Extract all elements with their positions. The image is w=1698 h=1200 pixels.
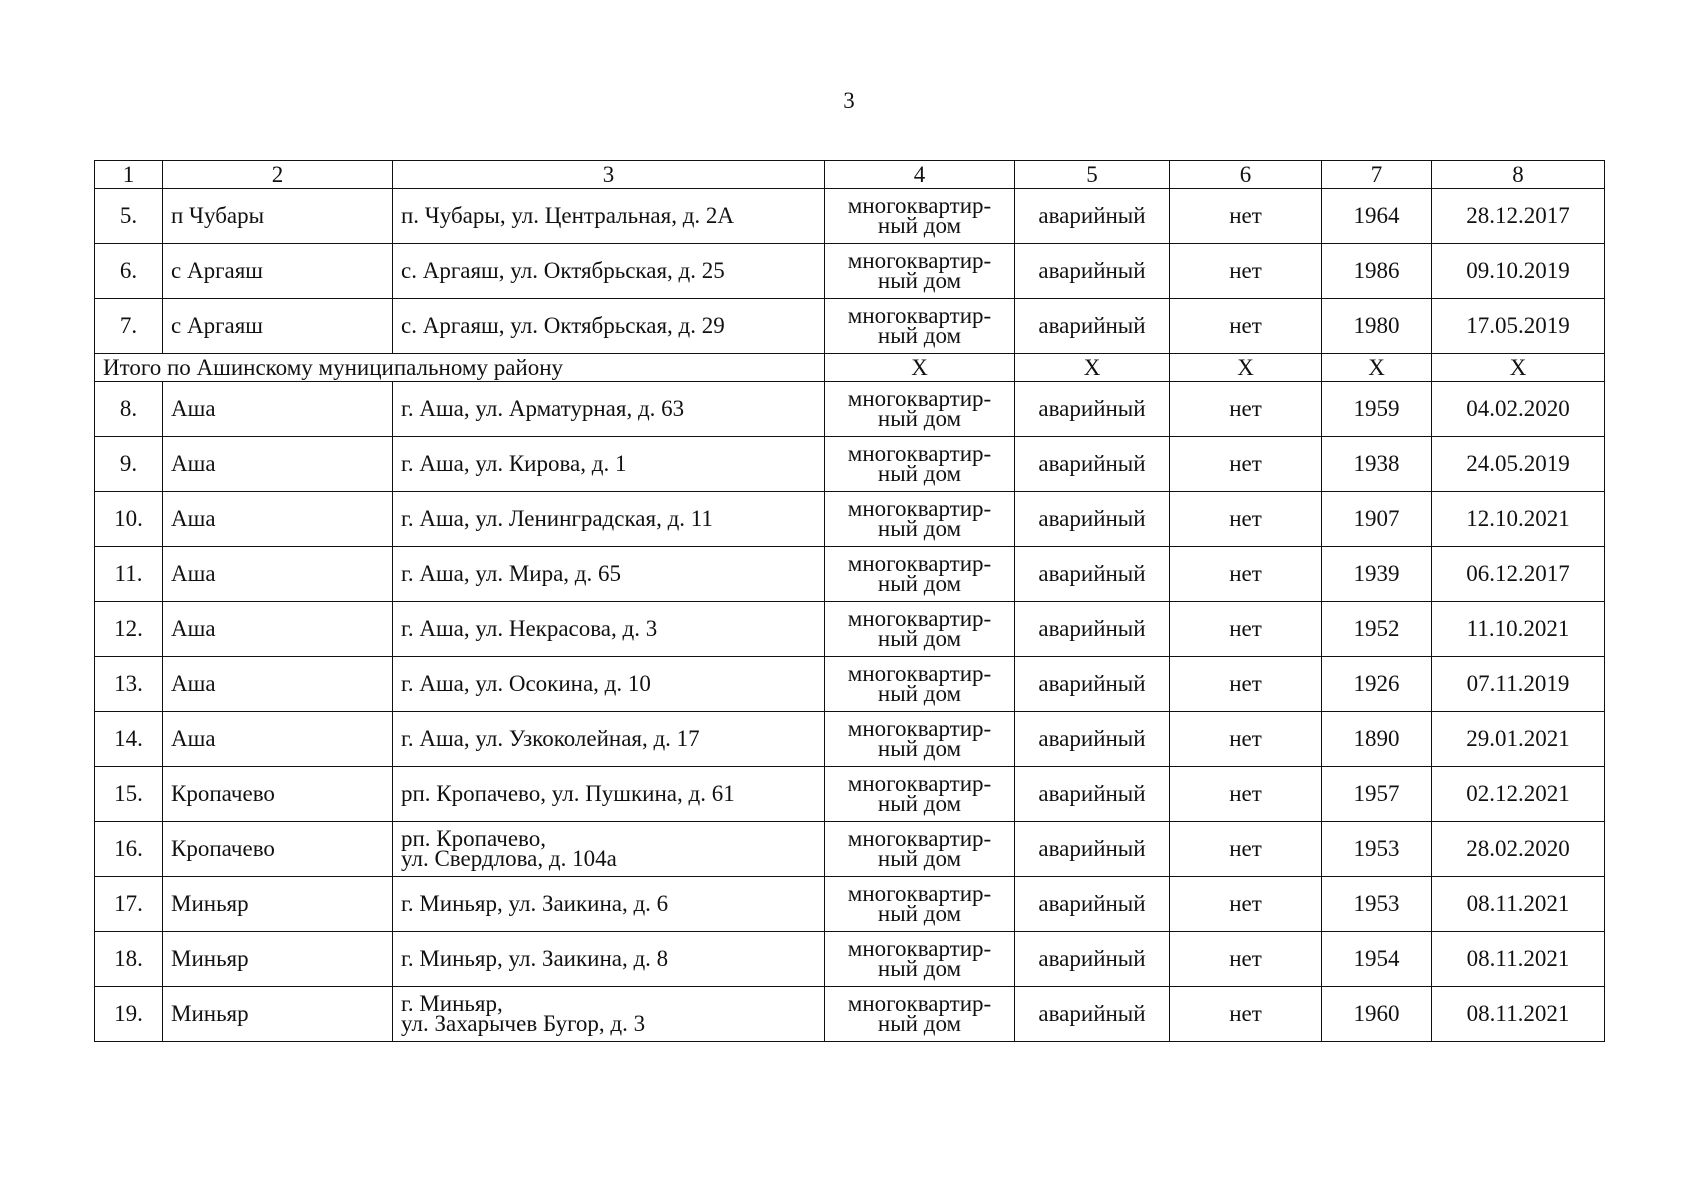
year-cell: 1952 — [1322, 602, 1432, 657]
row-number-cell: 5. — [95, 189, 163, 244]
address-cell-line: рп. Кропачево, ул. Пушкина, д. 61 — [401, 781, 735, 806]
date-cell: 09.10.2019 — [1432, 244, 1605, 299]
building-type-cell-line: многоквартир- — [847, 991, 992, 1016]
date-cell: 08.11.2021 — [1432, 987, 1605, 1042]
address-cell — [393, 712, 825, 767]
column-number: 7 — [1322, 161, 1432, 189]
building-type-cell-line: ный дом — [877, 213, 962, 238]
address-cell — [393, 382, 825, 437]
year-cell: 1980 — [1322, 299, 1432, 354]
building-type-cell-line: ный дом — [877, 626, 962, 651]
building-type-cell-line: ный дом — [877, 791, 962, 816]
address-cell-line: с. Аргаяш, ул. Октябрьская, д. 25 — [401, 258, 725, 283]
building-type-cell-line: многоквартир- — [847, 441, 992, 466]
building-type-cell-line: многоквартир- — [847, 881, 992, 906]
row-number-cell: 10. — [95, 492, 163, 547]
building-type-cell — [825, 244, 1015, 299]
address-cell — [393, 189, 825, 244]
date-cell: 08.11.2021 — [1432, 932, 1605, 987]
flag-cell: нет — [1170, 987, 1322, 1042]
building-type-cell-line: многоквартир- — [847, 193, 992, 218]
row-number-cell: 14. — [95, 712, 163, 767]
address-cell — [393, 767, 825, 822]
building-type-cell-line: многоквартир- — [847, 936, 992, 961]
building-type-cell-line: ный дом — [877, 323, 962, 348]
row-number-cell: 13. — [95, 657, 163, 712]
condition-cell: аварийный — [1015, 822, 1170, 877]
year-cell: 1938 — [1322, 437, 1432, 492]
building-type-cell-line: ный дом — [877, 681, 962, 706]
date-cell: 02.12.2021 — [1432, 767, 1605, 822]
building-type-cell — [825, 877, 1015, 932]
building-type-cell — [825, 189, 1015, 244]
table-row — [95, 602, 1605, 657]
condition-cell: аварийный — [1015, 877, 1170, 932]
building-type-cell-line: ный дом — [877, 956, 962, 981]
table-row — [95, 767, 1605, 822]
address-cell-line: п. Чубары, ул. Центральная, д. 2А — [401, 203, 735, 228]
date-cell: 07.11.2019 — [1432, 657, 1605, 712]
column-number: 2 — [163, 161, 393, 189]
table-row — [95, 437, 1605, 492]
flag-cell: нет — [1170, 657, 1322, 712]
flag-cell: нет — [1170, 712, 1322, 767]
row-number-cell: 15. — [95, 767, 163, 822]
building-type-cell — [825, 822, 1015, 877]
building-type-cell-line: многоквартир- — [847, 551, 992, 576]
year-cell: 1986 — [1322, 244, 1432, 299]
flag-cell: нет — [1170, 877, 1322, 932]
table-row — [95, 712, 1605, 767]
building-type-cell — [825, 987, 1015, 1042]
year-cell: 1939 — [1322, 547, 1432, 602]
address-cell-line: г. Аша, ул. Мира, д. 65 — [401, 561, 622, 586]
flag-cell: нет — [1170, 822, 1322, 877]
building-type-cell-line: многоквартир- — [847, 496, 992, 521]
table-row — [95, 877, 1605, 932]
year-cell: 1953 — [1322, 822, 1432, 877]
row-number-cell: 16. — [95, 822, 163, 877]
building-type-cell-line: ный дом — [877, 1011, 962, 1036]
year-cell: 1907 — [1322, 492, 1432, 547]
date-cell: 04.02.2020 — [1432, 382, 1605, 437]
settlement-cell: Аша — [163, 437, 393, 492]
building-type-cell-line: многоквартир- — [847, 386, 992, 411]
settlement-cell: Кропачево — [163, 822, 393, 877]
total-mark-cell: Х — [825, 354, 1015, 382]
flag-cell: нет — [1170, 767, 1322, 822]
column-number: 1 — [95, 161, 163, 189]
year-cell: 1953 — [1322, 877, 1432, 932]
condition-cell: аварийный — [1015, 987, 1170, 1042]
building-type-cell-line: многоквартир- — [847, 248, 992, 273]
address-cell — [393, 822, 825, 877]
address-cell-line: ул. Захарычев Бугор, д. 3 — [401, 1011, 646, 1036]
building-type-cell-line: ный дом — [877, 846, 962, 871]
address-cell-line: г. Миньяр, ул. Заикина, д. 8 — [401, 946, 669, 971]
address-cell — [393, 547, 825, 602]
building-type-cell-line: ный дом — [877, 461, 962, 486]
address-cell — [393, 657, 825, 712]
row-number-cell: 6. — [95, 244, 163, 299]
building-type-cell-line: ный дом — [877, 571, 962, 596]
year-cell: 1964 — [1322, 189, 1432, 244]
building-type-cell-line: ный дом — [877, 901, 962, 926]
building-type-cell-line: многоквартир- — [847, 826, 992, 851]
condition-cell: аварийный — [1015, 244, 1170, 299]
settlement-cell: Аша — [163, 492, 393, 547]
building-type-cell-line: ный дом — [877, 516, 962, 541]
address-cell-line: г. Аша, ул. Узкоколейная, д. 17 — [401, 726, 700, 751]
row-number-cell: 9. — [95, 437, 163, 492]
address-cell — [393, 299, 825, 354]
settlement-cell: Аша — [163, 657, 393, 712]
flag-cell: нет — [1170, 932, 1322, 987]
date-cell: 29.01.2021 — [1432, 712, 1605, 767]
address-cell-line: ул. Свердлова, д. 104а — [401, 846, 617, 871]
address-cell — [393, 602, 825, 657]
column-number: 5 — [1015, 161, 1170, 189]
condition-cell: аварийный — [1015, 437, 1170, 492]
table-row — [95, 822, 1605, 877]
date-cell: 28.12.2017 — [1432, 189, 1605, 244]
table-body — [95, 161, 1605, 1042]
address-cell — [393, 437, 825, 492]
condition-cell: аварийный — [1015, 602, 1170, 657]
address-cell-line: г. Аша, ул. Осокина, д. 10 — [401, 671, 651, 696]
table-row — [95, 382, 1605, 437]
row-number-cell: 17. — [95, 877, 163, 932]
building-type-cell — [825, 382, 1015, 437]
date-cell: 12.10.2021 — [1432, 492, 1605, 547]
address-cell-line: рп. Кропачево, — [401, 826, 546, 851]
settlement-cell: с Аргаяш — [163, 299, 393, 354]
condition-cell: аварийный — [1015, 932, 1170, 987]
condition-cell: аварийный — [1015, 712, 1170, 767]
flag-cell: нет — [1170, 547, 1322, 602]
building-type-cell — [825, 492, 1015, 547]
table-row — [95, 244, 1605, 299]
settlement-cell: Миньяр — [163, 877, 393, 932]
date-cell: 11.10.2021 — [1432, 602, 1605, 657]
total-mark-cell: Х — [1015, 354, 1170, 382]
building-type-cell — [825, 299, 1015, 354]
total-mark-cell: Х — [1170, 354, 1322, 382]
address-cell — [393, 492, 825, 547]
address-cell — [393, 932, 825, 987]
building-type-cell-line: многоквартир- — [847, 303, 992, 328]
settlement-cell: Миньяр — [163, 987, 393, 1042]
table-row — [95, 547, 1605, 602]
address-cell-line: г. Аша, ул. Арматурная, д. 63 — [401, 396, 685, 421]
building-type-cell-line: многоквартир- — [847, 771, 992, 796]
building-type-cell-line: ный дом — [877, 736, 962, 761]
date-cell: 08.11.2021 — [1432, 877, 1605, 932]
condition-cell: аварийный — [1015, 547, 1170, 602]
row-number-cell: 7. — [95, 299, 163, 354]
row-number-cell: 12. — [95, 602, 163, 657]
address-cell-line: г. Аша, ул. Ленинградская, д. 11 — [401, 506, 713, 531]
table-row — [95, 189, 1605, 244]
address-cell-line: г. Аша, ул. Некрасова, д. 3 — [401, 616, 658, 641]
district-total-row — [95, 354, 1605, 382]
building-type-cell-line: ный дом — [877, 406, 962, 431]
total-mark-cell: Х — [1432, 354, 1605, 382]
address-cell — [393, 244, 825, 299]
year-cell: 1926 — [1322, 657, 1432, 712]
settlement-cell: Аша — [163, 712, 393, 767]
condition-cell: аварийный — [1015, 189, 1170, 244]
settlement-cell: Аша — [163, 547, 393, 602]
address-cell-line: г. Миньяр, ул. Заикина, д. 6 — [401, 891, 669, 916]
building-type-cell-line: многоквартир- — [847, 606, 992, 631]
flag-cell: нет — [1170, 299, 1322, 354]
table-row — [95, 657, 1605, 712]
address-cell — [393, 877, 825, 932]
table-row — [95, 492, 1605, 547]
building-type-cell — [825, 767, 1015, 822]
address-cell-line: с. Аргаяш, ул. Октябрьская, д. 29 — [401, 313, 725, 338]
row-number-cell: 11. — [95, 547, 163, 602]
settlement-cell: Аша — [163, 602, 393, 657]
address-cell — [393, 987, 825, 1042]
settlement-cell: Кропачево — [163, 767, 393, 822]
year-cell: 1959 — [1322, 382, 1432, 437]
settlement-cell: Миньяр — [163, 932, 393, 987]
flag-cell: нет — [1170, 189, 1322, 244]
column-number-row — [95, 161, 1605, 189]
year-cell: 1960 — [1322, 987, 1432, 1042]
district-total-label: Итого по Ашинскому муниципальному району — [95, 354, 825, 382]
building-type-cell — [825, 657, 1015, 712]
column-number: 3 — [393, 161, 825, 189]
building-type-cell-line: многоквартир- — [847, 716, 992, 741]
flag-cell: нет — [1170, 244, 1322, 299]
date-cell: 28.02.2020 — [1432, 822, 1605, 877]
table-row — [95, 932, 1605, 987]
page-number: 3 — [843, 88, 855, 113]
condition-cell: аварийный — [1015, 657, 1170, 712]
condition-cell: аварийный — [1015, 767, 1170, 822]
condition-cell: аварийный — [1015, 299, 1170, 354]
settlement-cell: п Чубары — [163, 189, 393, 244]
table-row — [95, 987, 1605, 1042]
building-type-cell-line: многоквартир- — [847, 661, 992, 686]
date-cell: 17.05.2019 — [1432, 299, 1605, 354]
building-type-cell — [825, 602, 1015, 657]
building-type-cell — [825, 547, 1015, 602]
row-number-cell: 19. — [95, 987, 163, 1042]
settlement-cell: с Аргаяш — [163, 244, 393, 299]
year-cell: 1890 — [1322, 712, 1432, 767]
condition-cell: аварийный — [1015, 492, 1170, 547]
year-cell: 1957 — [1322, 767, 1432, 822]
address-cell-line: г. Миньяр, — [401, 991, 503, 1016]
total-mark-cell: Х — [1322, 354, 1432, 382]
date-cell: 06.12.2017 — [1432, 547, 1605, 602]
settlement-cell: Аша — [163, 382, 393, 437]
row-number-cell: 18. — [95, 932, 163, 987]
housing-registry-table — [94, 160, 1605, 1042]
flag-cell: нет — [1170, 602, 1322, 657]
column-number: 6 — [1170, 161, 1322, 189]
row-number-cell: 8. — [95, 382, 163, 437]
flag-cell: нет — [1170, 382, 1322, 437]
flag-cell: нет — [1170, 492, 1322, 547]
flag-cell: нет — [1170, 437, 1322, 492]
date-cell: 24.05.2019 — [1432, 437, 1605, 492]
column-number: 4 — [825, 161, 1015, 189]
table-row — [95, 299, 1605, 354]
building-type-cell — [825, 932, 1015, 987]
condition-cell: аварийный — [1015, 382, 1170, 437]
building-type-cell-line: ный дом — [877, 268, 962, 293]
building-type-cell — [825, 712, 1015, 767]
year-cell: 1954 — [1322, 932, 1432, 987]
building-type-cell — [825, 437, 1015, 492]
address-cell-line: г. Аша, ул. Кирова, д. 1 — [401, 451, 627, 476]
column-number: 8 — [1432, 161, 1605, 189]
